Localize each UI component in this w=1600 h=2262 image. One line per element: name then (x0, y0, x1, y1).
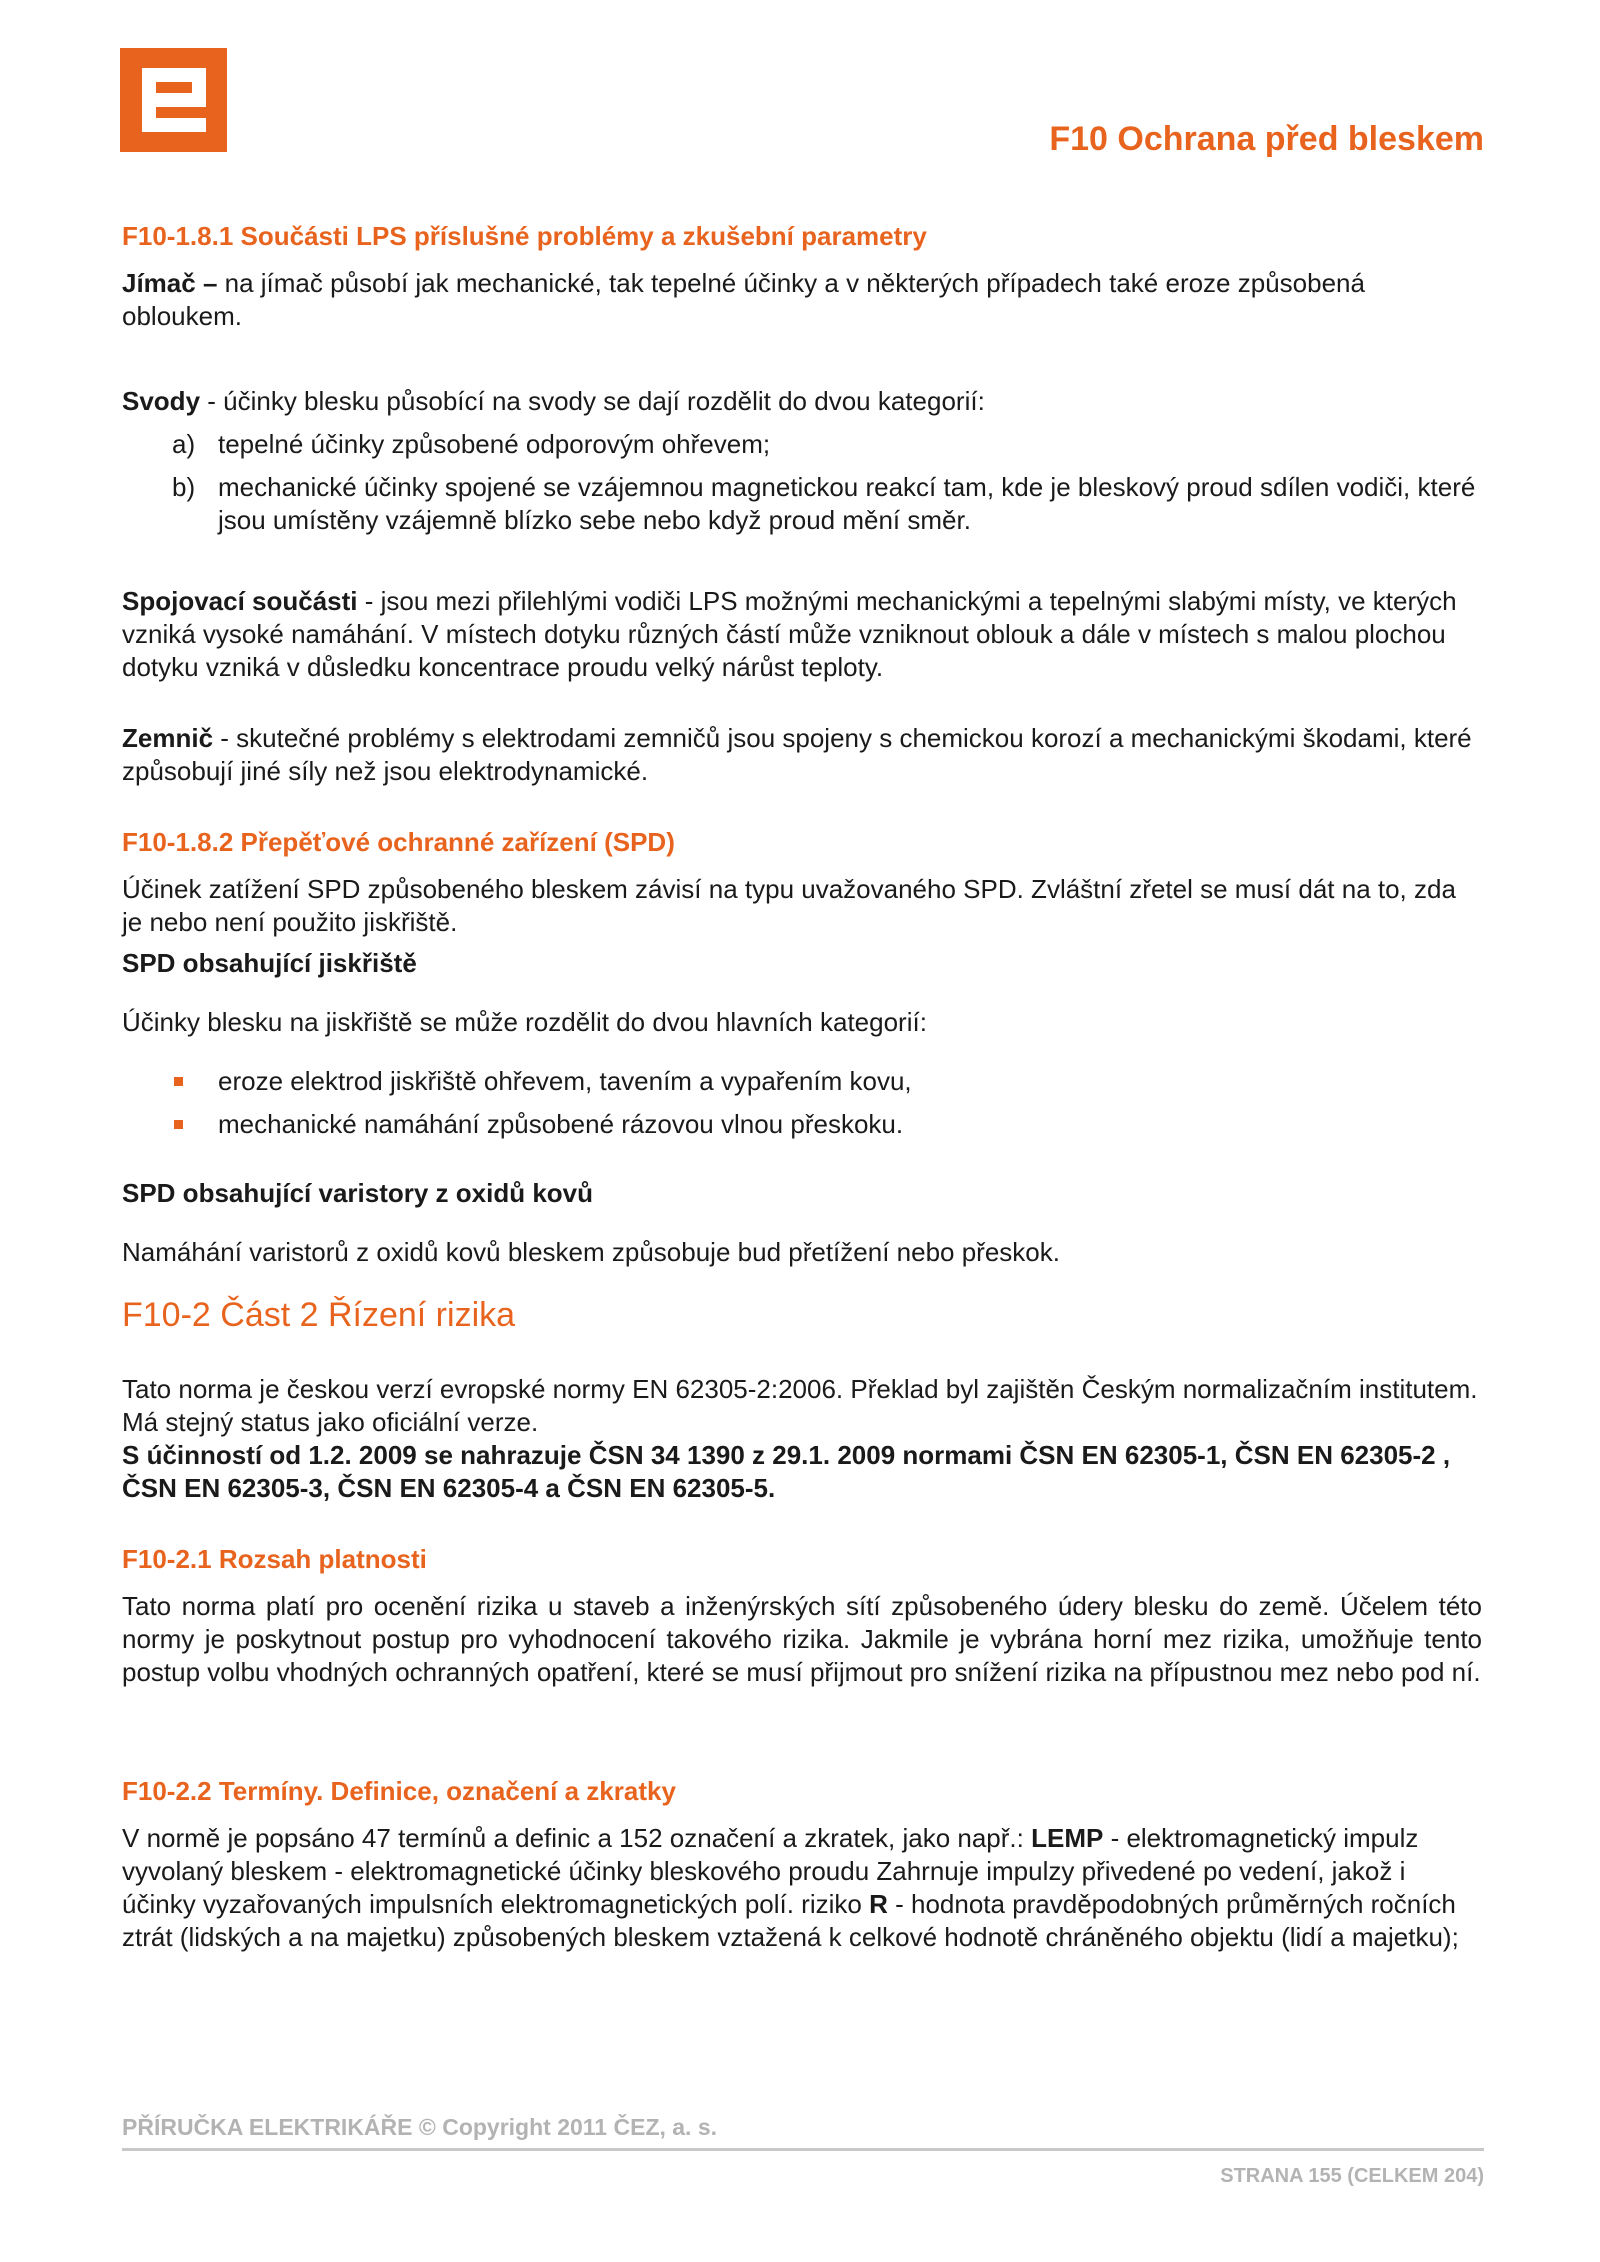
paragraph-norma: Tato norma je českou verzí evropské normy EN 62305-2:2006. Překlad byl zajištěn Českým normalizačním institutem. Má stejný status jako oficiální verze. (122, 1374, 1478, 1437)
footer-copyright: PŘÍRUČKA ELEKTRIKÁŘE © Copyright 2011 ČEZ, a. s. (122, 2114, 718, 2140)
paragraph-terminy: V normě je popsáno 47 termínů a definic a 152 označení a zkratek, jako např.: LEMP - elektromagnetický impulz vyvolaný bleskem - elektromagnetické účinky bleskového proudu Zahrnuje impulzy přivedené po vedení, jakož i účinky vyzařovaných impulsních elektromagnetických polí. riziko R - hodnota pravděpodobných průměrných ročních ztrát (lidských a na majetku) způsobených bleskem vztažená k celkové hodnotě chráněného objektu (lidí a majetku); (122, 1823, 1459, 1952)
paragraph-rozsah: Tato norma platí pro ocenění rizika u staveb a inženýrských sítí způsobeného údery blesku do země. Účelem této normy je poskytnout postup pro vyhodnocení takového rizika. Jakmile je vybrána horní mez rizika, umožňuje tento postup volbu vhodných ochranných opatření, které se musí přijmout pro snížení rizika na přípustnou mez nebo pod ní. (122, 1591, 1482, 1687)
cez-logo (120, 48, 227, 152)
svody-list (122, 428, 1482, 537)
paragraph-norma-bold: S účinností od 1.2. 2009 se nahrazuje ČSN 34 1390 z 29.1. 2009 normami ČSN EN 62305-1, ČSN EN 62305-2 , ČSN EN 62305-3, ČSN EN 62305-4 a ČSN EN 62305-5. (122, 1440, 1451, 1503)
paragraph-varistory: Namáhání varistorů z oxidů kovů bleskem způsobuje bud přetížení nebo přeskok. (122, 1237, 1060, 1267)
footer-page-number: STRANA 155 (CELKEM 204) (1220, 2165, 1484, 2187)
bullet-list (122, 1065, 1482, 1141)
paragraph-jiskriste: Účinky blesku na jiskřiště se může rozdělit do dvou hlavních kategorií: (122, 1007, 927, 1037)
square-bullet-icon (174, 1120, 183, 1129)
list-item: b) mechanické účinky spojené se vzájemnou magnetickou reakcí tam, kde je bleskový proud sdílen vodiči, které jsou umístěny vzájemně blízko sebe nebo když proud mění směr. (172, 472, 1476, 535)
footer-divider (122, 2148, 1484, 2151)
subheading-spd-varistory: SPD obsahující varistory z oxidů kovů (122, 1178, 594, 1208)
list-item: eroze elektrod jiskřiště ohřevem, tavením a vypařením kovu, (122, 1065, 1482, 1098)
section-heading-1-8-2: F10-1.8.2 Přepěťové ochranné zařízení (SPD) (122, 827, 675, 857)
paragraph-jimac: Jímač – na jímač působí jak mechanické, tak tepelné účinky a v některých případech také eroze způsobená obloukem. (122, 268, 1365, 331)
page-title: F10 Ochrana před bleskem (1049, 120, 1484, 158)
section-heading-f10-2: F10-2 Část 2 Řízení rizika (122, 1296, 516, 1334)
paragraph-spd-intro: Účinek zatížení SPD způsobeného bleskem závisí na typu uvažovaného SPD. Zvláštní zřetel se musí dát na to, zda je nebo není použito jiskřiště. (122, 874, 1456, 937)
paragraph-svody: Svody - účinky blesku působící na svody se dají rozdělit do dvou kategorií: (122, 386, 985, 416)
section-heading-2-2: F10-2.2 Termíny. Definice, označení a zkratky (122, 1776, 676, 1806)
section-heading-1-8-1: F10-1.8.1 Součásti LPS příslušné problémy a zkušební parametry (122, 221, 927, 251)
paragraph-zemnic: Zemnič - skutečné problémy s elektrodami zemničů jsou spojeny s chemickou korozí a mechanickými škodami, které způsobují jiné síly než jsou elektrodynamické. (122, 723, 1472, 786)
document-body (122, 220, 1482, 1954)
section-heading-2-1: F10-2.1 Rozsah platnosti (122, 1544, 427, 1574)
list-item: mechanické namáhání způsobené rázovou vlnou přeskoku. (122, 1108, 1482, 1141)
subheading-spd-jiskriste: SPD obsahující jiskřiště (122, 948, 417, 978)
list-item: a) tepelné účinky způsobené odporovým ohřevem; (172, 429, 771, 459)
paragraph-spojovaci: Spojovací součásti - jsou mezi přilehlými vodiči LPS možnými mechanickými a tepelnými slabými místy, ve kterých vzniká vysoké namáhání. V místech dotyku různých částí může vzniknout oblouk a dále v místech s malou plochou dotyku vzniká v důsledku koncentrace proudu velký nárůst teploty. (122, 586, 1457, 682)
square-bullet-icon (174, 1077, 183, 1086)
